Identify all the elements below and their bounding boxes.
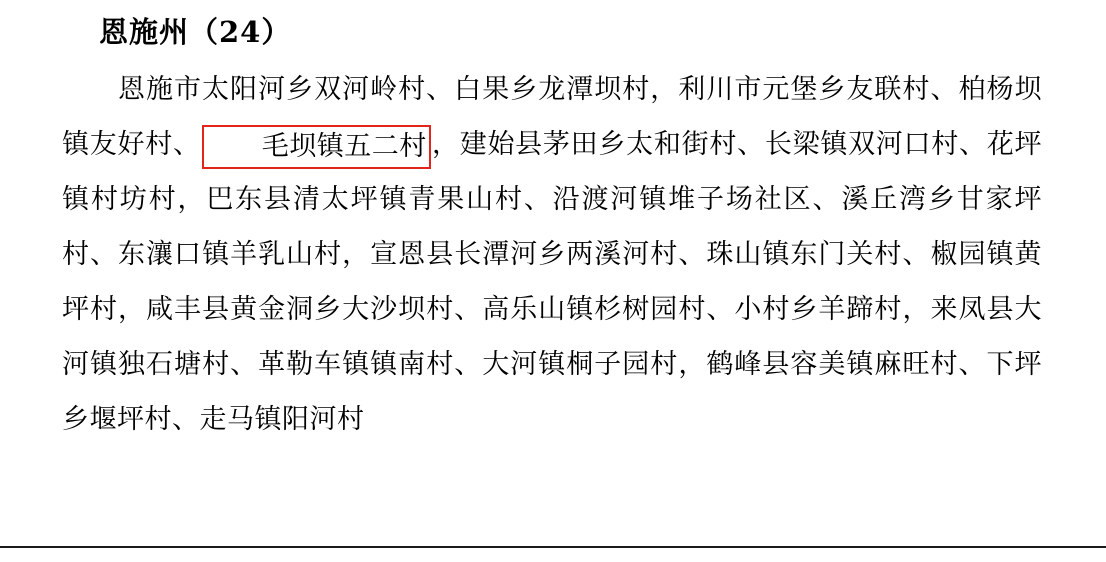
page-bottom-divider: [0, 546, 1106, 548]
highlighted-village-name: 毛坝镇五二村: [202, 125, 431, 169]
document-content: [62, 8, 1042, 447]
body-paragraph: [62, 62, 1042, 447]
page-title: 恩施州（24）: [99, 15, 292, 49]
page-left-edge: [0, 0, 3, 562]
paragraph-segment-1: 恩施市太阳河乡双河岭村、白果乡龙潭坝村，利川市元堡乡友联村、柏杨坝镇友好村、: [62, 74, 1042, 160]
paragraph-segment-2: ，建始县茅田乡太和街村、长梁镇双河口村、花坪镇村坊村，巴东县清太坪镇青果山村、沿渡河镇堆子场社区、溪丘湾乡甘家坪村、东瀼口镇羊乳山村，宣恩县长潭河乡两溪河村、珠山镇东门关村、椒园镇黄坪村，咸丰县黄金洞乡大沙坝村、高乐山镇杉树园村、小村乡羊蹄村，来凤县大河镇独石塘村、革勒车镇镇南村、大河镇桐子园村，鹤峰县容美镇麻旺村、下坪乡堰坪村、走马镇阳河村: [62, 129, 1043, 435]
